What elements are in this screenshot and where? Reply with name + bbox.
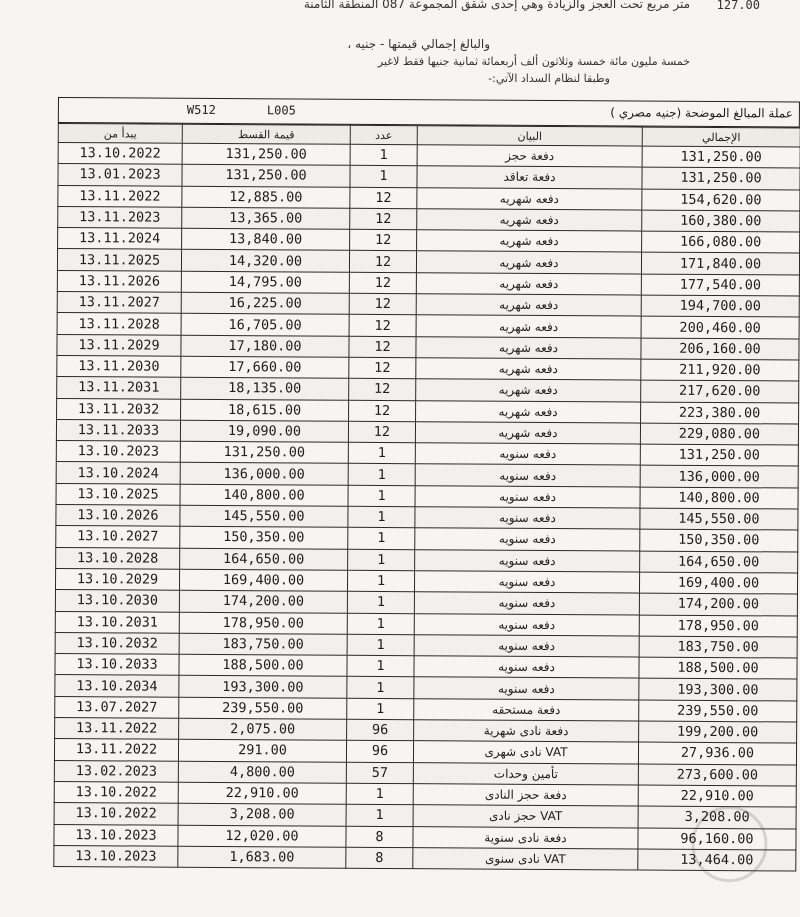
- cell-count: 1: [347, 592, 414, 614]
- cell-total: 174,200.00: [639, 593, 797, 615]
- cell-description: دفعه شهريه: [416, 379, 641, 402]
- cell-total: 160,380.00: [642, 210, 800, 232]
- cell-description: دفعه شهريه: [416, 315, 641, 338]
- cell-description: دفعه سنويه: [414, 571, 639, 594]
- cell-installment: 145,550.00: [180, 505, 348, 527]
- cell-installment: 183,750.00: [179, 633, 347, 655]
- cell-total: 22,910.00: [638, 785, 796, 807]
- cell-count: 1: [348, 485, 415, 507]
- cell-count: 8: [346, 826, 413, 848]
- cell-start-date: 13.10.2026: [56, 505, 180, 527]
- cell-total: 273,600.00: [638, 764, 796, 786]
- cell-installment: 136,000.00: [180, 463, 348, 485]
- header-line-0: متر مربع تحت العجز والزيادة وهي إحدى شقق المجموعة 087 المنطقة الثامنة: [303, 0, 690, 11]
- cell-total: 3,208.00: [638, 806, 796, 828]
- cell-installment: 131,250.00: [180, 441, 348, 463]
- cell-count: 1: [347, 698, 414, 720]
- cell-installment: 14,795.00: [181, 271, 349, 293]
- cell-total: 140,800.00: [640, 487, 798, 509]
- cell-count: 1: [348, 442, 415, 464]
- cell-count: 8: [346, 847, 413, 869]
- cell-count: 12: [349, 315, 416, 337]
- cell-count: 1: [350, 144, 417, 166]
- header-line-1: والبالغ إجمالي قيمتها - جنيه ،: [347, 37, 490, 51]
- cell-start-date: 13.10.2023: [56, 441, 180, 463]
- cell-start-date: 13.10.2022: [58, 143, 182, 165]
- cell-installment: 164,650.00: [180, 548, 348, 570]
- cell-installment: 4,800.00: [178, 761, 346, 783]
- cell-installment: 291.00: [178, 740, 346, 762]
- cell-installment: 140,800.00: [180, 484, 348, 506]
- cell-start-date: 13.11.2032: [57, 398, 181, 420]
- cell-count: 1: [346, 804, 413, 826]
- currency-note: عملة المبالغ الموضحة (جنيه مصري ): [610, 105, 793, 121]
- cell-description: دفعه شهريه: [417, 209, 642, 232]
- cell-start-date: 13.11.2028: [57, 313, 181, 335]
- cell-total: 178,950.00: [639, 615, 797, 637]
- cell-start-date: 13.10.2022: [54, 781, 178, 803]
- cell-installment: 18,135.00: [181, 378, 349, 400]
- cell-description: دفعة مستحقه: [414, 698, 639, 721]
- cell-installment: 131,250.00: [182, 165, 350, 187]
- cell-total: 206,160.00: [641, 338, 799, 360]
- cell-start-date: 13.10.2032: [55, 632, 179, 654]
- col-start-date: يبدأ من: [58, 124, 182, 144]
- cell-installment: 150,350.00: [180, 527, 348, 549]
- cell-description: دفعه سنويه: [414, 656, 639, 679]
- cell-start-date: 13.10.2029: [55, 568, 179, 590]
- cell-start-date: 13.11.2022: [54, 739, 178, 761]
- cell-start-date: 13.10.2027: [56, 526, 180, 548]
- cell-count: 1: [348, 528, 415, 550]
- header-area-number: 127.00: [716, 0, 760, 12]
- cell-start-date: 13.11.2022: [55, 718, 179, 740]
- cell-description: دفعه سنويه: [414, 635, 639, 658]
- cell-description: دفعة حجز: [417, 145, 642, 168]
- cell-installment: 131,250.00: [182, 143, 350, 165]
- cell-installment: 2,075.00: [179, 718, 347, 740]
- cell-start-date: 13.01.2023: [58, 164, 182, 186]
- cell-description: VAT حجز نادى: [413, 805, 638, 828]
- cell-total: 96,160.00: [638, 828, 796, 850]
- cell-start-date: 13.07.2027: [55, 696, 179, 718]
- cell-total: 199,200.00: [639, 721, 797, 743]
- cell-count: 12: [349, 379, 416, 401]
- cell-total: 229,080.00: [640, 423, 798, 445]
- cell-total: 200,460.00: [641, 316, 799, 338]
- col-total: الإجمالي: [642, 127, 800, 147]
- cell-start-date: 13.11.2031: [57, 377, 181, 399]
- cell-description: دفعه شهريه: [416, 336, 641, 359]
- cell-total: 239,550.00: [639, 700, 797, 722]
- cell-start-date: 13.11.2027: [57, 292, 181, 314]
- unit-code: W512: [186, 102, 216, 117]
- cell-description: دفعه شهريه: [416, 400, 641, 423]
- cell-start-date: 13.11.2029: [57, 334, 181, 356]
- cell-description: دفعه شهريه: [416, 358, 641, 381]
- cell-installment: 188,500.00: [179, 654, 347, 676]
- cell-description: دفعه سنويه: [414, 592, 639, 615]
- cell-total: 188,500.00: [639, 657, 797, 679]
- cell-description: دفعه سنويه: [415, 528, 640, 551]
- cell-total: 164,650.00: [640, 551, 798, 573]
- cell-total: 145,550.00: [640, 508, 798, 530]
- cell-count: 12: [350, 229, 417, 251]
- cell-total: 136,000.00: [640, 466, 798, 488]
- cell-start-date: 13.11.2023: [58, 206, 182, 228]
- cell-description: دفعه شهريه: [417, 230, 642, 253]
- col-installment: قيمة القسط: [182, 124, 350, 144]
- cell-start-date: 13.10.2024: [56, 462, 180, 484]
- cell-installment: 169,400.00: [179, 569, 347, 591]
- cell-total: 131,250.00: [642, 146, 800, 168]
- cell-start-date: 13.10.2028: [56, 547, 180, 569]
- cell-description: دفعه سنويه: [415, 507, 640, 530]
- cell-count: 12: [349, 272, 416, 294]
- cell-start-date: 13.11.2030: [57, 355, 181, 377]
- cell-installment: 22,910.00: [178, 782, 346, 804]
- cell-installment: 239,550.00: [179, 697, 347, 719]
- cell-installment: 13,365.00: [182, 207, 350, 229]
- cell-count: 57: [346, 762, 413, 784]
- cell-description: تأمين وحدات: [413, 762, 638, 785]
- cell-description: VAT نادى شهرى: [413, 741, 638, 764]
- payment-table: [53, 123, 800, 872]
- cell-installment: 17,180.00: [181, 335, 349, 357]
- cell-count: 96: [346, 741, 413, 763]
- cell-start-date: 13.10.2023: [54, 824, 178, 846]
- cell-total: 171,840.00: [641, 253, 799, 275]
- cell-count: 12: [349, 400, 416, 422]
- cell-description: دفعة حجز النادى: [413, 784, 638, 807]
- cell-total: 131,250.00: [640, 444, 798, 466]
- cell-installment: 174,200.00: [179, 590, 347, 612]
- cell-description: دفعه سنويه: [414, 613, 639, 636]
- cell-start-date: 13.10.2022: [54, 803, 178, 825]
- cell-installment: 12,020.00: [178, 825, 346, 847]
- cell-start-date: 13.10.2030: [55, 590, 179, 612]
- cell-installment: 16,705.00: [181, 314, 349, 336]
- cell-count: 12: [349, 357, 416, 379]
- cell-total: 169,400.00: [639, 572, 797, 594]
- cell-description: دفعه شهريه: [417, 187, 642, 210]
- cell-installment: 14,320.00: [181, 250, 349, 272]
- cell-installment: 12,885.00: [182, 186, 350, 208]
- cell-description: دفعه سنويه: [415, 549, 640, 572]
- cell-count: 12: [349, 293, 416, 315]
- cell-count: 96: [347, 719, 414, 741]
- cell-start-date: 13.10.2025: [56, 483, 180, 505]
- cell-count: 12: [349, 251, 416, 273]
- cell-start-date: 13.11.2024: [58, 228, 182, 250]
- header-line-2: خمسة مليون مائة خمسة وثلاثون ألف أربعمائة ثمانية جنيها فقط لاغير: [377, 55, 690, 68]
- cell-description: دفعة نادى شهرية: [414, 720, 639, 743]
- cell-description: دفعه شهريه: [416, 294, 641, 317]
- cell-count: 12: [348, 421, 415, 443]
- cell-total: 154,620.00: [642, 189, 800, 211]
- cell-count: 1: [348, 464, 415, 486]
- cell-start-date: 13.11.2033: [56, 419, 180, 441]
- cell-total: 131,250.00: [642, 167, 800, 189]
- cell-start-date: 13.02.2023: [54, 760, 178, 782]
- cell-description: VAT نادى سنوى: [413, 847, 638, 870]
- cell-total: 217,620.00: [641, 380, 799, 402]
- cell-total: 150,350.00: [640, 529, 798, 551]
- table-row: [54, 845, 796, 871]
- cell-installment: 1,683.00: [178, 846, 346, 868]
- cell-description: دفعة تعاقد: [417, 166, 642, 189]
- cell-total: 183,750.00: [639, 636, 797, 658]
- cell-count: 1: [347, 655, 414, 677]
- cell-installment: 193,300.00: [179, 676, 347, 698]
- cell-total: 211,920.00: [641, 359, 799, 381]
- cell-installment: 17,660.00: [181, 356, 349, 378]
- cell-total: 166,080.00: [642, 231, 800, 253]
- cell-total: 13,464.00: [638, 849, 796, 871]
- cell-total: 193,300.00: [639, 678, 797, 700]
- cell-description: دفعه شهريه: [415, 422, 640, 445]
- cell-total: 223,380.00: [641, 402, 799, 424]
- cell-installment: 3,208.00: [178, 803, 346, 825]
- cell-installment: 19,090.00: [180, 420, 348, 442]
- payment-schedule-sheet: [53, 97, 800, 917]
- cell-description: دفعة نادى سنوية: [413, 826, 638, 849]
- cell-count: 1: [348, 506, 415, 528]
- cell-count: 1: [347, 613, 414, 635]
- header-line-3: وطبقا لنظام السداد الآتي:-: [488, 72, 610, 85]
- cell-description: دفعه شهريه: [416, 251, 641, 274]
- cell-count: 1: [350, 166, 417, 188]
- cell-start-date: 13.11.2026: [57, 270, 181, 292]
- cell-count: 1: [347, 634, 414, 656]
- cell-installment: 13,840.00: [182, 228, 350, 250]
- cell-start-date: 13.10.2031: [55, 611, 179, 633]
- cell-start-date: 13.10.2023: [54, 845, 178, 867]
- cell-count: 1: [347, 677, 414, 699]
- cell-total: 177,540.00: [641, 274, 799, 296]
- cell-start-date: 13.10.2033: [55, 654, 179, 676]
- cell-start-date: 13.11.2025: [57, 249, 181, 271]
- cell-start-date: 13.11.2022: [58, 185, 182, 207]
- col-description: البيان: [417, 126, 642, 146]
- cell-start-date: 13.10.2034: [55, 675, 179, 697]
- cell-count: 12: [350, 187, 417, 209]
- cell-description: دفعه سنويه: [415, 464, 640, 487]
- col-count: عدد: [350, 125, 417, 144]
- cell-count: 1: [347, 570, 414, 592]
- cell-installment: 16,225.00: [181, 292, 349, 314]
- cell-count: 1: [346, 783, 413, 805]
- cell-count: 12: [349, 336, 416, 358]
- cell-description: دفعه سنويه: [414, 677, 639, 700]
- cell-total: 194,700.00: [641, 295, 799, 317]
- unit-code-secondary: L005: [266, 103, 296, 118]
- cell-description: دفعه شهريه: [416, 272, 641, 295]
- cell-installment: 18,615.00: [181, 399, 349, 421]
- cell-total: 27,936.00: [638, 742, 796, 764]
- cell-description: دفعه سنويه: [415, 485, 640, 508]
- cell-count: 1: [348, 549, 415, 571]
- cell-description: دفعه سنويه: [415, 443, 640, 466]
- cell-count: 12: [350, 208, 417, 230]
- stamp-watermark: [691, 806, 767, 882]
- cell-installment: 178,950.00: [179, 612, 347, 634]
